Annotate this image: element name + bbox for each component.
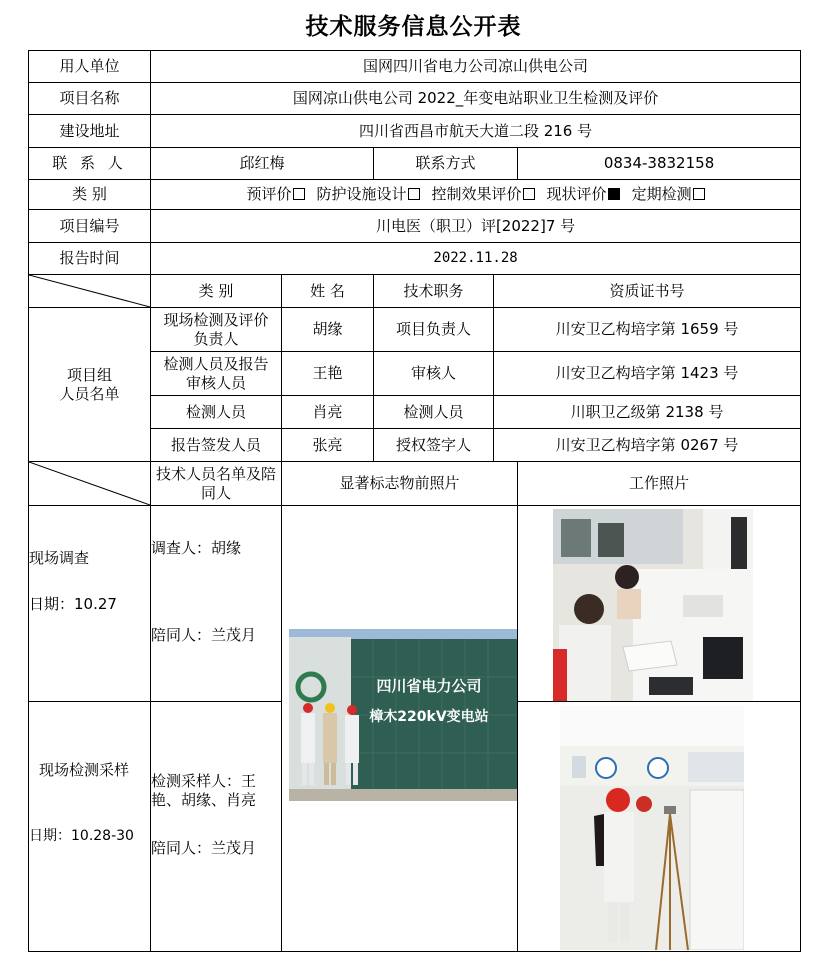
- work-photo-1: [553, 509, 753, 702]
- team-group-label-2: 人员名单: [59, 384, 120, 403]
- team-role: 现场检测及评价负责人: [151, 308, 282, 352]
- team-name: 王艳: [282, 352, 374, 396]
- sampling-date: 日期：10.28-30: [29, 828, 134, 844]
- team-header-title: 技术职务: [374, 275, 494, 308]
- unit-value: 国网四川省电力公司凉山供电公司: [151, 51, 801, 83]
- diagonal-cell: [29, 275, 151, 308]
- team-name: 胡缘: [282, 308, 374, 352]
- team-group-label: [29, 308, 151, 462]
- survey-stage: [29, 506, 151, 702]
- unit-row: [29, 51, 801, 83]
- photos-header-landmark: 显著标志物前照片: [282, 462, 518, 506]
- work-photo-1-cell: [518, 506, 801, 702]
- team-cert: 川安卫乙构培字第 1423 号: [494, 352, 801, 396]
- team-title: 审核人: [374, 352, 494, 396]
- info-table: [28, 50, 801, 952]
- team-header-category: 类 别: [151, 275, 282, 308]
- sampling-companion: 陪同人：兰茂月: [151, 839, 257, 857]
- team-header-cert: 资质证书号: [494, 275, 801, 308]
- category-options: [151, 180, 801, 210]
- sign-line-1: 四川省电力公司: [376, 677, 482, 695]
- survey-people: [151, 506, 282, 702]
- category-option-label: 控制效果评价: [431, 185, 522, 203]
- address-row: [29, 115, 801, 148]
- category-checkbox[interactable]: [608, 188, 620, 200]
- project-no-row: [29, 210, 801, 243]
- category-option-label: 预评价: [246, 185, 292, 203]
- diagonal-cell: [29, 462, 151, 506]
- sign-line-2: 樟木220kV变电站: [369, 709, 489, 725]
- team-name: 张亮: [282, 429, 374, 462]
- category-checkbox[interactable]: [408, 188, 420, 200]
- photos-header-work: 工作照片: [518, 462, 801, 506]
- team-role: 检测人员: [151, 396, 282, 429]
- work-photo-2-cell: [518, 702, 801, 952]
- sampling-people: [151, 702, 282, 952]
- category-checkbox[interactable]: [523, 188, 535, 200]
- team-header-name: 姓 名: [282, 275, 374, 308]
- page-title: 技术服务信息公开表: [305, 13, 522, 40]
- team-title: 项目负责人: [374, 308, 494, 352]
- category-option-label: 现状评价: [546, 185, 607, 203]
- contact-row: [29, 148, 801, 180]
- work-photo-2: [560, 706, 744, 950]
- team-group-label-1: 项目组: [66, 365, 112, 384]
- team-cert: 川安卫乙构培字第 0267 号: [494, 429, 801, 462]
- survey-label: 现场调查: [29, 549, 90, 567]
- sampling-samplers: 检测采样人：王艳、胡缘、肖亮: [151, 772, 257, 809]
- category-checkbox[interactable]: [293, 188, 305, 200]
- landmark-photo-cell: [282, 506, 518, 952]
- report-time-row: [29, 243, 801, 275]
- team-name: 肖亮: [282, 396, 374, 429]
- team-title: 检测人员: [374, 396, 494, 429]
- address-value: 四川省西昌市航天大道二段 216 号: [151, 115, 801, 148]
- landmark-photo: [289, 629, 518, 801]
- team-row: [29, 308, 801, 352]
- team-header-row: [29, 275, 801, 308]
- contact-value: 邱红梅: [151, 148, 374, 180]
- contact-label: 联 系 人: [29, 148, 151, 180]
- team-title: 授权签字人: [374, 429, 494, 462]
- category-label: 类 别: [29, 180, 151, 210]
- team-role: 报告签发人员: [151, 429, 282, 462]
- category-checkbox[interactable]: [693, 188, 705, 200]
- survey-companion: 陪同人：兰茂月: [151, 626, 257, 644]
- report-time-value: 2022.11.28: [151, 243, 801, 275]
- sampling-stage: [29, 702, 151, 952]
- survey-date: 日期：10.27: [29, 595, 117, 613]
- team-cert: 川安卫乙构培字第 1659 号: [494, 308, 801, 352]
- project-row: [29, 83, 801, 115]
- project-no-label: 项目编号: [29, 210, 151, 243]
- sampling-label: 现场检测采样: [39, 761, 130, 779]
- category-option-label: 定期检测: [631, 185, 692, 203]
- category-option-label: 防护设施设计: [316, 185, 407, 203]
- contact-method-label: 联系方式: [374, 148, 518, 180]
- survey-investigator: 调查人：胡缘: [151, 539, 242, 557]
- contact-method-value: 0834-3832158: [518, 148, 801, 180]
- photos-header-staff: 技术人员名单及陪同人: [151, 462, 282, 506]
- category-row: [29, 180, 801, 210]
- photos-header-row: [29, 462, 801, 506]
- project-no-value: 川电医（职卫）评[2022]7 号: [151, 210, 801, 243]
- project-value: 国网凉山供电公司 2022_年变电站职业卫生检测及评价: [151, 83, 801, 115]
- project-label: 项目名称: [29, 83, 151, 115]
- team-cert: 川职卫乙级第 2138 号: [494, 396, 801, 429]
- report-time-label: 报告时间: [29, 243, 151, 275]
- address-label: 建设地址: [29, 115, 151, 148]
- team-role: 检测人员及报告审核人员: [151, 352, 282, 396]
- survey-row: [29, 506, 801, 702]
- unit-label: 用人单位: [29, 51, 151, 83]
